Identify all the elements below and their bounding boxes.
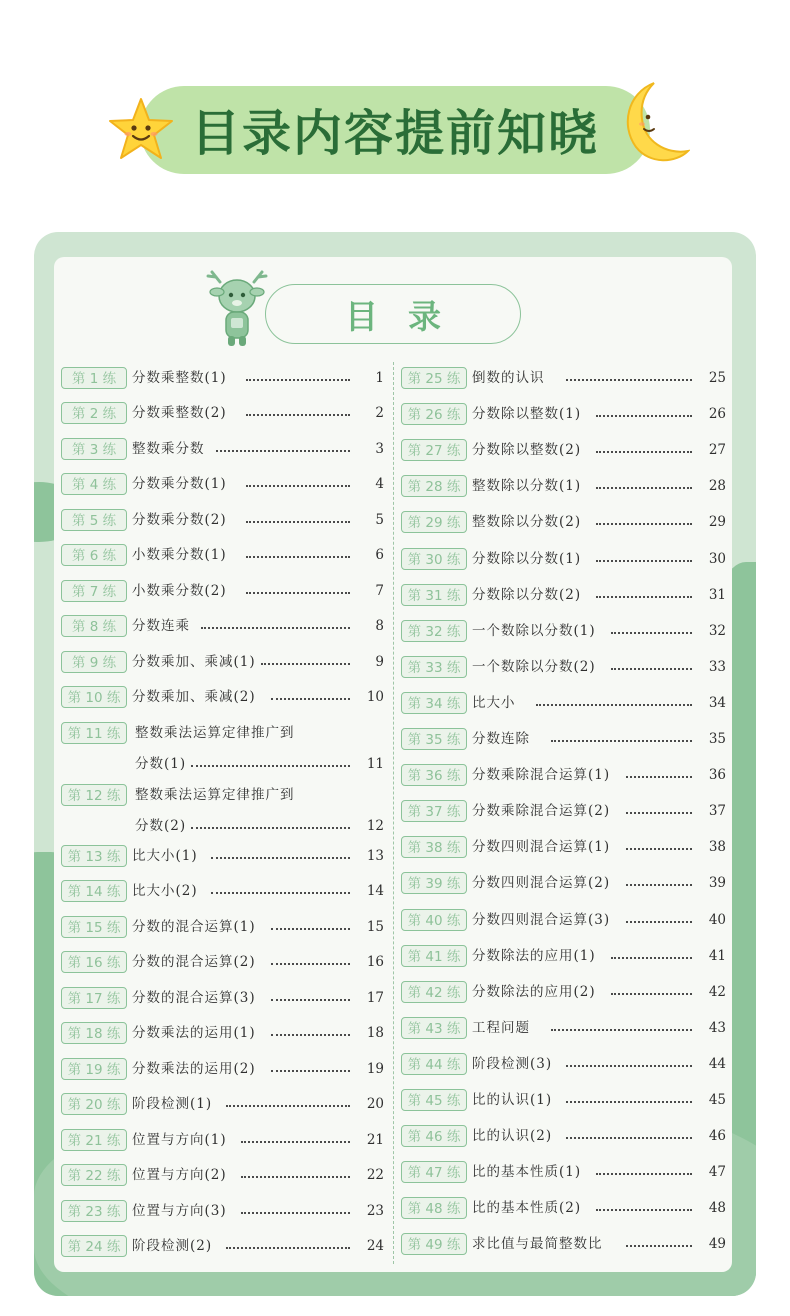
lesson-badge: 第 40 练 [401, 909, 467, 931]
lesson-title: 整数乘分数 [132, 441, 205, 457]
leader-dots [271, 928, 350, 930]
leader-dots [626, 848, 692, 850]
lesson-badge: 第 8 练 [61, 615, 127, 637]
lesson-title: 分数乘加、乘减(2) [132, 689, 256, 705]
lesson-badge: 第 25 练 [401, 367, 467, 389]
lesson-title: 求比值与最简整数比 [472, 1236, 603, 1252]
toc-entry[interactable] [401, 655, 726, 681]
lesson-title: 分数乘分数(1) [132, 476, 227, 492]
lesson-badge: 第 22 练 [61, 1164, 127, 1186]
lesson-badge: 第 11 练 [61, 722, 127, 744]
leader-dots [271, 963, 350, 965]
toc-entry[interactable] [61, 1199, 384, 1225]
toc-entry[interactable] [61, 472, 384, 498]
toc-entry[interactable] [401, 835, 726, 861]
lesson-title: 工程问题 [472, 1020, 530, 1036]
page-number: 19 [366, 1061, 384, 1077]
page-number: 35 [708, 731, 726, 747]
lesson-title: 分数乘除混合运算(2) [472, 803, 611, 819]
toc-entry[interactable] [61, 1234, 384, 1260]
lesson-badge: 第 27 练 [401, 439, 467, 461]
leader-dots [626, 1245, 692, 1247]
leader-dots [551, 1029, 692, 1031]
leader-dots [596, 596, 692, 598]
page-number: 16 [366, 954, 384, 970]
lesson-title: 比的基本性质(2) [472, 1200, 582, 1216]
toc-entry[interactable] [401, 1232, 726, 1258]
toc-entry[interactable] [401, 1196, 726, 1222]
leader-dots [211, 892, 350, 894]
lesson-title: 分数乘加、乘减(1) [132, 654, 256, 670]
leader-dots [211, 857, 350, 859]
page-number: 25 [708, 370, 726, 386]
toc-entry-continuation[interactable] [61, 814, 384, 840]
lesson-title: 位置与方向(2) [132, 1167, 227, 1183]
page-number: 22 [366, 1167, 384, 1183]
banner [140, 86, 650, 174]
page-number: 14 [366, 883, 384, 899]
leader-dots [611, 668, 692, 670]
page-number: 21 [366, 1132, 384, 1148]
toc-entry[interactable] [61, 543, 384, 569]
page-number: 47 [708, 1164, 726, 1180]
leader-dots [596, 487, 692, 489]
deer-mascot-icon [202, 268, 272, 350]
lesson-badge: 第 21 练 [61, 1129, 127, 1151]
page-number: 30 [708, 551, 726, 567]
lesson-badge: 第 17 练 [61, 987, 127, 1009]
page-number: 33 [708, 659, 726, 675]
toc-entry[interactable] [401, 366, 726, 392]
leader-dots [611, 957, 692, 959]
toc-entry[interactable] [401, 908, 726, 934]
lesson-title: 一个数除以分数(2) [472, 659, 596, 675]
lesson-badge: 第 16 练 [61, 951, 127, 973]
lesson-badge: 第 42 练 [401, 981, 467, 1003]
toc-entry[interactable] [61, 437, 384, 463]
leader-dots [626, 776, 692, 778]
leader-dots [626, 812, 692, 814]
lesson-badge: 第 15 练 [61, 916, 127, 938]
lesson-badge: 第 41 练 [401, 945, 467, 967]
leader-dots [271, 1070, 350, 1072]
page-number: 29 [708, 514, 726, 530]
toc-entry[interactable] [61, 879, 384, 905]
page-number: 17 [366, 990, 384, 1006]
page-number: 39 [708, 875, 726, 891]
toc-entry[interactable] [61, 401, 384, 427]
toc-entry[interactable] [61, 614, 384, 640]
toc-entry[interactable] [401, 619, 726, 645]
lesson-title: 小数乘分数(2) [132, 583, 227, 599]
lesson-title: 比大小(2) [132, 883, 198, 899]
toc-entry[interactable] [401, 727, 726, 753]
leader-dots [626, 921, 692, 923]
column-divider [393, 362, 394, 1264]
lesson-title: 分数乘法的运用(1) [132, 1025, 256, 1041]
lesson-badge: 第 2 练 [61, 402, 127, 424]
toc-entry[interactable] [401, 547, 726, 573]
lesson-title: 分数除以整数(2) [472, 442, 582, 458]
leader-dots [566, 379, 692, 381]
toc-entry[interactable] [61, 579, 384, 605]
lesson-badge: 第 43 练 [401, 1017, 467, 1039]
lesson-badge: 第 18 练 [61, 1022, 127, 1044]
lesson-badge: 第 37 练 [401, 800, 467, 822]
lesson-badge: 第 38 练 [401, 836, 467, 858]
lesson-title: 倒数的认识 [472, 370, 545, 386]
toc-entry[interactable] [61, 915, 384, 941]
toc-entry[interactable] [61, 685, 384, 711]
lesson-title: 阶段检测(3) [472, 1056, 553, 1072]
leader-dots [626, 884, 692, 886]
toc-entry[interactable] [401, 980, 726, 1006]
leader-dots [226, 1247, 350, 1249]
lesson-badge: 第 34 练 [401, 692, 467, 714]
lesson-badge: 第 46 练 [401, 1125, 467, 1147]
lesson-title: 分数的混合运算(3) [132, 990, 256, 1006]
lesson-title: 分数连除 [472, 731, 530, 747]
page-number: 8 [375, 618, 384, 634]
leader-dots [246, 521, 350, 523]
page-number: 38 [708, 839, 726, 855]
toc-heading [265, 284, 521, 344]
toc-entry[interactable] [61, 1163, 384, 1189]
lesson-badge: 第 9 练 [61, 651, 127, 673]
toc-entry[interactable] [61, 366, 384, 392]
page-number: 6 [375, 547, 384, 563]
lesson-badge: 第 10 练 [61, 686, 127, 708]
toc-entry[interactable] [61, 783, 384, 809]
lesson-badge: 第 36 练 [401, 764, 467, 786]
lesson-badge: 第 39 练 [401, 872, 467, 894]
page-number: 48 [708, 1200, 726, 1216]
lesson-badge: 第 6 练 [61, 544, 127, 566]
toc-entry[interactable] [401, 510, 726, 536]
toc-entry[interactable] [401, 402, 726, 428]
lesson-title: 分数的混合运算(1) [132, 919, 256, 935]
page-number: 42 [708, 984, 726, 1000]
toc-entry[interactable] [61, 1128, 384, 1154]
toc-entry[interactable] [401, 944, 726, 970]
toc-entry[interactable] [61, 508, 384, 534]
leader-dots [611, 993, 692, 995]
lesson-badge: 第 1 练 [61, 367, 127, 389]
leader-dots [271, 1034, 350, 1036]
lesson-badge: 第 35 练 [401, 728, 467, 750]
lesson-title: 比的认识(2) [472, 1128, 553, 1144]
lesson-badge: 第 28 练 [401, 475, 467, 497]
page-number: 9 [375, 654, 384, 670]
page-number: 24 [366, 1238, 384, 1254]
leader-dots [226, 1105, 350, 1107]
moon-icon [614, 79, 690, 167]
lesson-title: 分数四则混合运算(2) [472, 875, 611, 891]
page-number: 44 [708, 1056, 726, 1072]
toc-entry[interactable] [401, 799, 726, 825]
toc-entry[interactable] [401, 691, 726, 717]
page-number: 26 [708, 406, 726, 422]
lesson-title: 阶段检测(1) [132, 1096, 213, 1112]
leader-dots [596, 1209, 692, 1211]
lesson-badge: 第 49 练 [401, 1233, 467, 1255]
leader-dots [566, 1101, 692, 1103]
lesson-badge: 第 30 练 [401, 548, 467, 570]
lesson-title-continuation: 分数(2) [135, 818, 187, 834]
lesson-title: 整数乘法运算定律推广到 [135, 725, 295, 741]
star-icon [108, 97, 174, 161]
lesson-badge: 第 19 练 [61, 1058, 127, 1080]
lesson-badge: 第 45 练 [401, 1089, 467, 1111]
lesson-badge: 第 20 练 [61, 1093, 127, 1115]
toc-heading-title: 目录 [345, 296, 471, 336]
leader-dots [536, 704, 692, 706]
lesson-title: 分数除以分数(2) [472, 587, 582, 603]
leader-dots [201, 627, 350, 629]
leader-dots [241, 1212, 350, 1214]
leader-dots [596, 1173, 692, 1175]
toc-entry[interactable] [401, 1160, 726, 1186]
lesson-title: 阶段检测(2) [132, 1238, 213, 1254]
lesson-title: 分数除以分数(1) [472, 551, 582, 567]
leader-dots [566, 1065, 692, 1067]
page-number: 49 [708, 1236, 726, 1252]
lesson-badge: 第 3 练 [61, 438, 127, 460]
page-number: 18 [366, 1025, 384, 1041]
lesson-badge: 第 31 练 [401, 584, 467, 606]
leader-dots [246, 592, 350, 594]
lesson-badge: 第 14 练 [61, 880, 127, 902]
leader-dots [246, 414, 350, 416]
leader-dots [241, 1141, 350, 1143]
page-number: 12 [366, 818, 384, 834]
toc-entry[interactable] [401, 763, 726, 789]
leader-dots [271, 698, 350, 700]
lesson-title: 分数除法的应用(1) [472, 948, 596, 964]
toc-entry-continuation[interactable] [61, 752, 384, 778]
leader-dots [596, 560, 692, 562]
leader-dots [261, 663, 350, 665]
lesson-badge: 第 23 练 [61, 1200, 127, 1222]
lesson-badge: 第 33 练 [401, 656, 467, 678]
lesson-title: 一个数除以分数(1) [472, 623, 596, 639]
page-number: 23 [366, 1203, 384, 1219]
toc-entry[interactable] [401, 1124, 726, 1150]
leader-dots [191, 827, 350, 829]
lesson-title: 比大小(1) [132, 848, 198, 864]
lesson-badge: 第 32 练 [401, 620, 467, 642]
toc-entry[interactable] [61, 721, 384, 747]
page-number: 10 [366, 689, 384, 705]
lesson-title: 分数乘分数(2) [132, 512, 227, 528]
page-number: 32 [708, 623, 726, 639]
lesson-title: 分数乘整数(1) [132, 370, 227, 386]
page-number: 2 [375, 405, 384, 421]
page-number: 40 [708, 912, 726, 928]
lesson-title: 整数乘法运算定律推广到 [135, 787, 295, 803]
leader-dots [191, 765, 350, 767]
lesson-title: 比的认识(1) [472, 1092, 553, 1108]
lesson-badge: 第 24 练 [61, 1235, 127, 1257]
page-number: 43 [708, 1020, 726, 1036]
page-number: 27 [708, 442, 726, 458]
lesson-title: 分数除以整数(1) [472, 406, 582, 422]
lesson-title: 小数乘分数(1) [132, 547, 227, 563]
leader-dots [566, 1137, 692, 1139]
lesson-title: 分数乘整数(2) [132, 405, 227, 421]
leader-dots [246, 379, 350, 381]
toc-entry[interactable] [61, 1021, 384, 1047]
leader-dots [596, 451, 692, 453]
lesson-title: 位置与方向(1) [132, 1132, 227, 1148]
lesson-badge: 第 7 练 [61, 580, 127, 602]
lesson-title: 分数乘除混合运算(1) [472, 767, 611, 783]
lesson-title: 整数除以分数(2) [472, 514, 582, 530]
toc-entry[interactable] [61, 1057, 384, 1083]
leader-dots [246, 556, 350, 558]
page-number: 46 [708, 1128, 726, 1144]
page-number: 31 [708, 587, 726, 603]
page-number: 13 [366, 848, 384, 864]
page-number: 3 [375, 441, 384, 457]
lesson-title: 位置与方向(3) [132, 1203, 227, 1219]
leader-dots [216, 450, 350, 452]
toc-entry[interactable] [61, 844, 384, 870]
banner-title: 目录内容提前知晓 [190, 105, 599, 162]
page-number: 41 [708, 948, 726, 964]
page-number: 1 [375, 370, 384, 386]
toc-entry[interactable] [61, 1092, 384, 1118]
lesson-badge: 第 48 练 [401, 1197, 467, 1219]
lesson-title: 分数的混合运算(2) [132, 954, 256, 970]
toc-entry[interactable] [61, 986, 384, 1012]
lesson-badge: 第 12 练 [61, 784, 127, 806]
lesson-title: 分数除法的应用(2) [472, 984, 596, 1000]
page-number: 7 [375, 583, 384, 599]
lesson-badge: 第 4 练 [61, 473, 127, 495]
page-number: 11 [366, 756, 384, 772]
lesson-title: 分数四则混合运算(3) [472, 912, 611, 928]
leader-dots [271, 999, 350, 1001]
lesson-badge: 第 5 练 [61, 509, 127, 531]
toc-entry[interactable] [401, 474, 726, 500]
lesson-badge: 第 13 练 [61, 845, 127, 867]
page-number: 4 [375, 476, 384, 492]
page-number: 45 [708, 1092, 726, 1108]
lesson-badge: 第 47 练 [401, 1161, 467, 1183]
leader-dots [596, 415, 692, 417]
lesson-title: 整数除以分数(1) [472, 478, 582, 494]
toc-entry[interactable] [401, 1052, 726, 1078]
lesson-title: 分数乘法的运用(2) [132, 1061, 256, 1077]
page-number: 34 [708, 695, 726, 711]
toc-entry[interactable] [401, 583, 726, 609]
lesson-badge: 第 44 练 [401, 1053, 467, 1075]
page-number: 15 [366, 919, 384, 935]
page-number: 28 [708, 478, 726, 494]
lesson-title: 分数连乘 [132, 618, 190, 634]
page-number: 20 [366, 1096, 384, 1112]
lesson-badge: 第 29 练 [401, 511, 467, 533]
lesson-badge: 第 26 练 [401, 403, 467, 425]
lesson-title: 比大小 [472, 695, 516, 711]
toc-entry[interactable] [61, 650, 384, 676]
toc-entry[interactable] [401, 1088, 726, 1114]
lesson-title: 分数四则混合运算(1) [472, 839, 611, 855]
page-number: 36 [708, 767, 726, 783]
leader-dots [246, 485, 350, 487]
leader-dots [611, 632, 692, 634]
toc-entry[interactable] [401, 871, 726, 897]
page-number: 37 [708, 803, 726, 819]
toc-entry[interactable] [401, 438, 726, 464]
toc-entry[interactable] [401, 1016, 726, 1042]
lesson-title: 比的基本性质(1) [472, 1164, 582, 1180]
lesson-title-continuation: 分数(1) [135, 756, 187, 772]
page-number: 5 [375, 512, 384, 528]
leader-dots [596, 523, 692, 525]
leader-dots [551, 740, 692, 742]
leader-dots [241, 1176, 350, 1178]
toc-entry[interactable] [61, 950, 384, 976]
